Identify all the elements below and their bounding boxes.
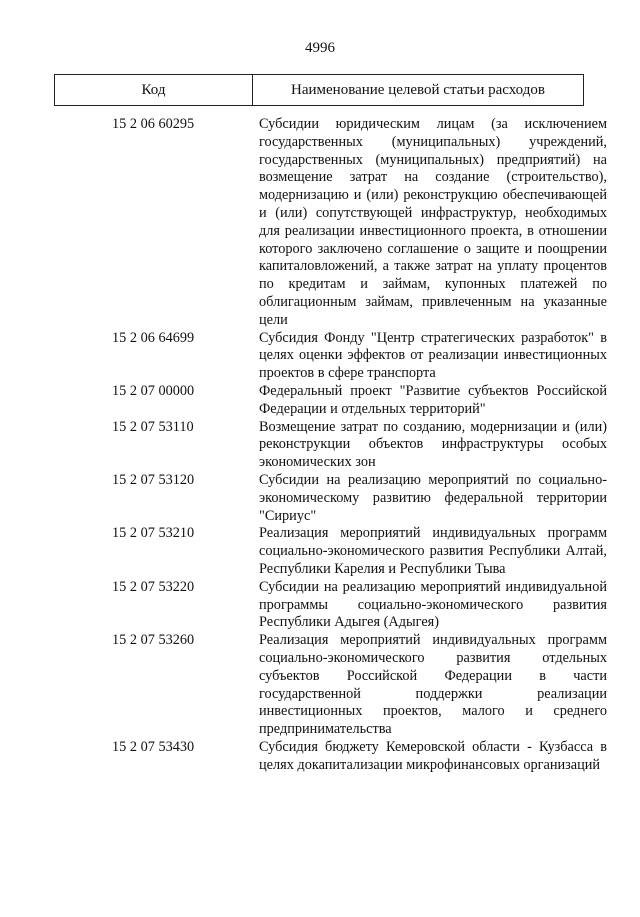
row-code: 15 2 07 53260 (112, 632, 195, 649)
table-header (54, 74, 584, 106)
row-name: Субсидии юридическим лицам (за исключением государственных (муниципальных) учреждений, государственных (муниципальных) предприятий) на возмещение затрат на создание (строительство), модернизацию и (или) реконструкцию обеспечивающей и (или) сопутствующей инфраструктур, необходимых для реализации инвестиционного проекта, в отношении которого заключено соглашение о защите и поощрении капиталовложений, а также затрат на уплату процентов по кредитам и займам, купонных платежей по облигационным займам, привлеченным на указанные цели (259, 116, 607, 328)
header-name: Наименование целевой статьи расходов (291, 81, 545, 98)
table-row (54, 330, 607, 383)
row-name: Возмещение затрат по созданию, модернизации и (или) реконструкции объектов инфраструктуры особых экономических зон (259, 418, 607, 471)
row-name: Федеральный проект "Развитие субъектов Российской Федерации и отдельных территорий" (259, 382, 607, 417)
table-row (54, 525, 607, 578)
row-code: 15 2 07 53210 (112, 525, 195, 542)
row-code: 15 2 06 60295 (112, 116, 195, 132)
table-body (54, 116, 607, 774)
table-row (54, 579, 607, 632)
row-code: 15 2 07 53120 (112, 471, 195, 488)
row-code: 15 2 07 53110 (112, 418, 194, 435)
row-name: Реализация мероприятий индивидуальных программ социально-экономического развития отдельных субъектов Российской Федерации в части государственной поддержки реализации инвестиционных проектов, малого и среднего предпринимательства (259, 632, 607, 738)
table-row (54, 419, 607, 472)
page-number: 4996 (305, 40, 335, 56)
row-name: Субсидии на реализацию мероприятий индивидуальной программы социально-экономического развития Республики Адыгея (Адыгея) (259, 578, 607, 631)
row-code: 15 2 07 53430 (112, 738, 195, 755)
table-row (54, 472, 607, 525)
row-code: 15 2 06 64699 (112, 329, 195, 346)
row-name: Субсидия Фонду "Центр стратегических разработок" в целях оценки эффектов от реализации инвестиционных проектов в сфере транспорта (259, 329, 607, 382)
table-row (54, 116, 607, 330)
row-code: 15 2 07 00000 (112, 382, 195, 399)
row-name: Реализация мероприятий индивидуальных программ социально-экономического развития Республики Алтай, Республики Карелия и Республики Тыва (259, 525, 607, 577)
table-row (54, 383, 607, 419)
row-code: 15 2 07 53220 (112, 578, 195, 595)
table-row (54, 739, 607, 775)
table-row (54, 632, 607, 739)
row-name: Субсидия бюджету Кемеровской области - Кузбасса в целях докапитализации микрофинансовых организаций (259, 738, 607, 773)
header-code: Код (55, 75, 253, 105)
row-name: Субсидии на реализацию мероприятий по социально-экономическому развитию федеральной территории "Сириус" (259, 471, 607, 524)
